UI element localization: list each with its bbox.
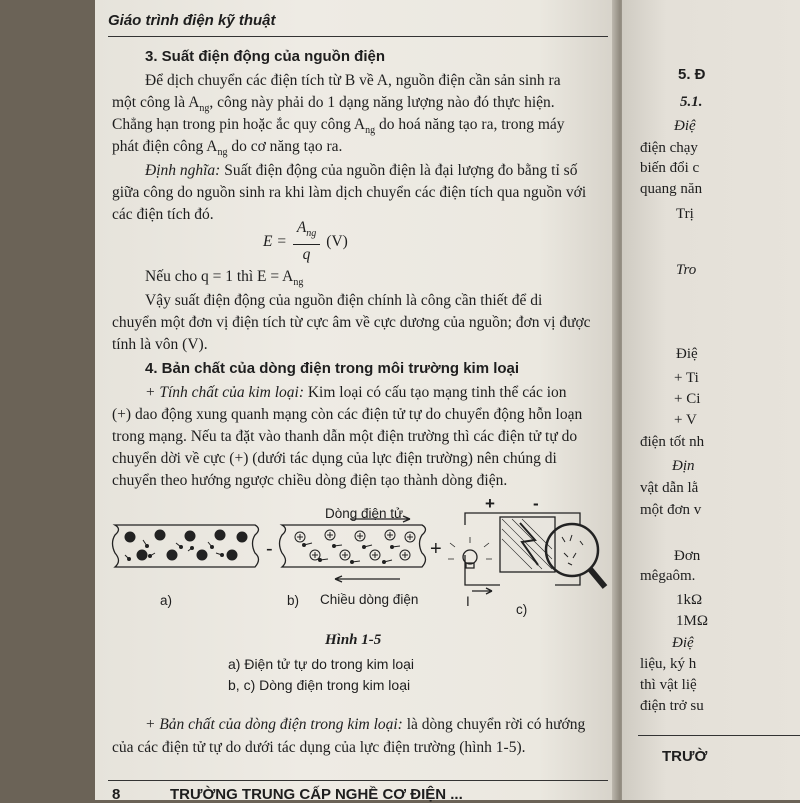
section-3-heading: 3. Suất điện động của nguồn điện (145, 48, 385, 65)
current-direction-label: Chiều dòng điện (320, 592, 419, 607)
right-footer-rule (638, 735, 800, 736)
page-number: 8 (112, 786, 121, 803)
right-line: + V (674, 412, 697, 428)
paragraph-line: một công là $A_{ng}$, công này phải do 1 dạng năng lượng nào đó thực hiện. (112, 94, 555, 115)
definition-line: các điện tích đó. (112, 206, 214, 223)
definition-line: giữa công do nguồn sinh ra khi làm dịch chuyển các điện tích qua nguồn với (112, 184, 587, 201)
current-direction-arrow (335, 576, 400, 582)
property-line: trong mạng. Nếu ta đặt vào thanh dẫn một điện trường thì các điện tử tự do (112, 428, 578, 445)
conclusion-line: chuyển một đơn vị điện tích từ cực âm về cực dương của nguồn; đơn vị được (112, 314, 591, 331)
right-line: Điệ (676, 346, 698, 362)
figure-label-c: c) (516, 602, 528, 617)
running-header: Giáo trình điện kỹ thuật (108, 12, 276, 29)
right-line: thì vật liệ (640, 677, 697, 693)
figure-label-I: I (466, 594, 470, 609)
note-line: Nếu cho q = 1 thì $E = A_{ng}$ (145, 268, 304, 289)
property-label: + Tính chất của kim loại: (145, 384, 304, 401)
right-line: Đơn (674, 548, 701, 564)
paragraph-line: Chẳng hạn trong pin hoặc ắc quy công $A_{ng}$ do hoá năng tạo ra, trong máy (112, 116, 565, 137)
right-line: Tro (676, 262, 697, 278)
right-line: 5.1. (680, 94, 703, 110)
right-line: vật dẫn lằ (640, 480, 699, 496)
circuit-diagram-c (448, 513, 605, 594)
figure-caption-title: Hình 1-5 (325, 632, 382, 648)
right-line: Địn (672, 458, 695, 474)
conclusion-line: tính là vôn (V). (112, 336, 208, 353)
definition-label: Định nghĩa: (145, 162, 221, 179)
right-line: một đơn v (640, 502, 702, 518)
battery-minus: - (533, 494, 539, 513)
minus-sign: - (266, 538, 273, 560)
right-line: điện chạy (640, 140, 698, 156)
electron-flow-label: Dòng điện tử (325, 506, 404, 521)
right-line: Trị (676, 206, 694, 222)
nature-line: của các điện tử tự do dưới tác dụng của lực điện trường (hình 1-5). (112, 739, 526, 756)
right-line: quang năn (640, 181, 703, 197)
right-line: điện trở su (640, 698, 704, 714)
right-line: 5. Đ (678, 66, 706, 83)
paragraph-line: Để dịch chuyển các điện tích từ B về A, nguồn điện cần sản sinh ra (145, 72, 561, 89)
nature-label: + Bản chất của dòng điện trong kim loại: (145, 716, 403, 733)
property-line: chuyển theo hướng ngược chiều dòng điện tạo thành dòng điện. (112, 472, 508, 489)
property-line: (+) dao động xung quanh mạng còn các điện tử tự do chuyển động hỗn loạn (112, 406, 583, 423)
right-page (622, 0, 800, 800)
nature-line: + Bản chất của dòng điện trong kim loại: là dòng chuyển rời có hướng (145, 716, 586, 733)
property-line: chuyển dời về cực (+) (dưới tác dụng của lực điện trường) nên chúng di (112, 450, 557, 467)
paragraph-line: phát điện công $A_{ng}$ do cơ năng tạo ra. (112, 138, 343, 159)
right-line: + Ti (674, 370, 699, 386)
definition-line: Định nghĩa: Suất điện động của nguồn điện là đại lượng đo bằng tỉ số (145, 162, 578, 179)
plus-sign: + (430, 538, 442, 560)
header-rule (108, 36, 608, 37)
formula-fraction: $\frac{A_{ng}}{q}$ (293, 218, 320, 265)
emf-formula: E = $\frac{A_{ng}}{q}$ (V) (263, 219, 348, 264)
figure-label-b: b) (287, 593, 300, 608)
right-line: liệu, ký h (640, 656, 697, 672)
right-line: + Ci (674, 391, 701, 407)
right-line: mêgaôm. (640, 568, 696, 584)
metal-bar-b (280, 516, 426, 582)
right-line: Điệ (672, 635, 694, 651)
footer-school: TRƯỜNG TRUNG CẤP NGHỀ CƠ ĐIỆN ... (170, 786, 463, 803)
right-line: điện tốt nh (640, 434, 705, 450)
figure-caption-a: a) Điện tử tự do trong kim loại (228, 656, 415, 672)
right-footer: TRƯỜ (662, 748, 708, 765)
figure-label-a: a) (160, 593, 173, 608)
figure-caption-bc: b, c) Dòng điện trong kim loại (228, 677, 411, 693)
conclusion-line: Vậy suất điện động của nguồn điện chính là công cần thiết để di (145, 292, 543, 309)
right-line: 1kΩ (676, 592, 703, 608)
property-line: + Tính chất của kim loại: Kim loại có cấu tạo mạng tinh thể các ion (145, 384, 567, 401)
footer-rule (108, 780, 608, 781)
right-line: Điệ (674, 118, 696, 134)
right-line: biến đổi c (640, 160, 700, 176)
section-4-heading: 4. Bản chất của dòng điện trong môi trường kim loại (145, 360, 520, 377)
right-line: 1MΩ (676, 613, 708, 629)
metal-bar-a (113, 525, 259, 567)
battery-plus: + (485, 494, 495, 513)
